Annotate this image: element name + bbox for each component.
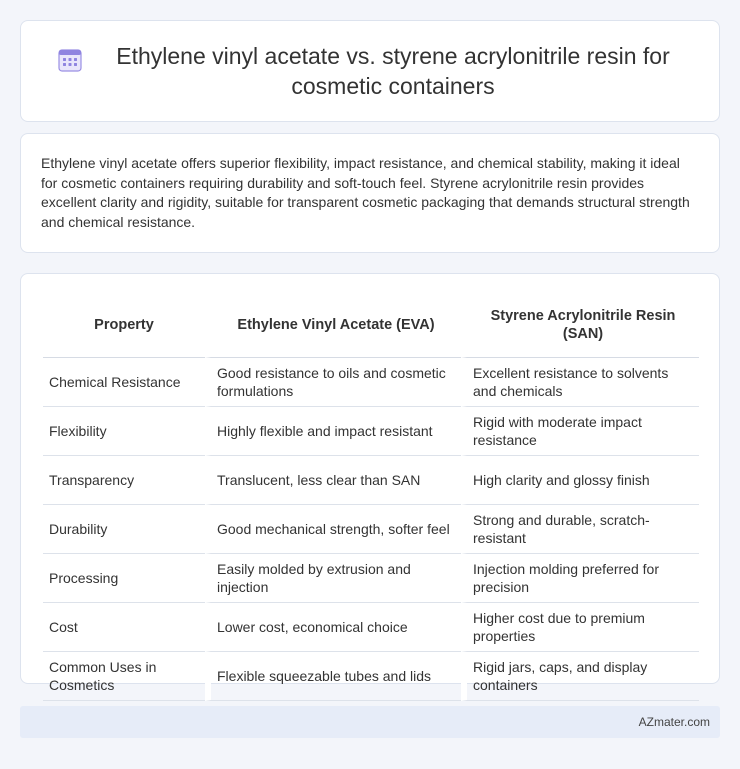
header-san: Styrene Acrylonitrile Resin (SAN) xyxy=(461,294,699,358)
table-row xyxy=(43,603,699,652)
eva-cell: Good mechanical strength, softer feel xyxy=(205,505,461,554)
table-row xyxy=(43,456,699,505)
eva-cell: Good resistance to oils and cosmetic formulations xyxy=(205,358,461,407)
property-cell: Flexibility xyxy=(43,407,205,456)
san-cell: Higher cost due to premium properties xyxy=(461,603,699,652)
eva-cell: Highly flexible and impact resistant xyxy=(205,407,461,456)
table-row xyxy=(43,505,699,554)
page-title: Ethylene vinyl acetate vs. styrene acrylonitrile resin for cosmetic containers xyxy=(116,43,670,99)
property-cell: Processing xyxy=(43,554,205,603)
title-wrap xyxy=(50,41,690,101)
table-row xyxy=(43,358,699,407)
eva-cell: Flexible squeezable tubes and lids xyxy=(205,652,461,701)
comparison-table xyxy=(43,294,699,701)
table-row xyxy=(43,652,699,701)
eva-cell: Lower cost, economical choice xyxy=(205,603,461,652)
table-header-row xyxy=(43,294,699,358)
property-cell: Durability xyxy=(43,505,205,554)
title-card xyxy=(20,20,720,122)
header-eva: Ethylene Vinyl Acetate (EVA) xyxy=(205,294,461,358)
property-cell: Transparency xyxy=(43,456,205,505)
san-cell: High clarity and glossy finish xyxy=(461,456,699,505)
table-row xyxy=(43,554,699,603)
summary-card xyxy=(20,133,720,253)
eva-cell: Easily molded by extrusion and injection xyxy=(205,554,461,603)
property-cell: Common Uses in Cosmetics xyxy=(43,652,205,701)
san-cell: Injection molding preferred for precision xyxy=(461,554,699,603)
table-row xyxy=(43,407,699,456)
footer-bar xyxy=(20,706,720,738)
san-cell: Rigid jars, caps, and display containers xyxy=(461,652,699,701)
header-property: Property xyxy=(43,294,205,358)
eva-cell: Translucent, less clear than SAN xyxy=(205,456,461,505)
calendar-grid-icon xyxy=(57,47,83,73)
san-cell: Excellent resistance to solvents and chemicals xyxy=(461,358,699,407)
footer-brand[interactable]: AZmater.com xyxy=(638,715,710,729)
san-cell: Strong and durable, scratch-resistant xyxy=(461,505,699,554)
summary-text: Ethylene vinyl acetate offers superior flexibility, impact resistance, and chemical stability, making it ideal for cosmetic containers requiring durability and soft-touch feel. Styrene acrylonitrile resin provides excellent clarity and rigidity, suitable for transparent cosmetic packaging that demands structural strength and chemical resistance. xyxy=(41,155,690,230)
property-cell: Chemical Resistance xyxy=(43,358,205,407)
san-cell: Rigid with moderate impact resistance xyxy=(461,407,699,456)
comparison-table-card xyxy=(20,273,720,693)
property-cell: Cost xyxy=(43,603,205,652)
